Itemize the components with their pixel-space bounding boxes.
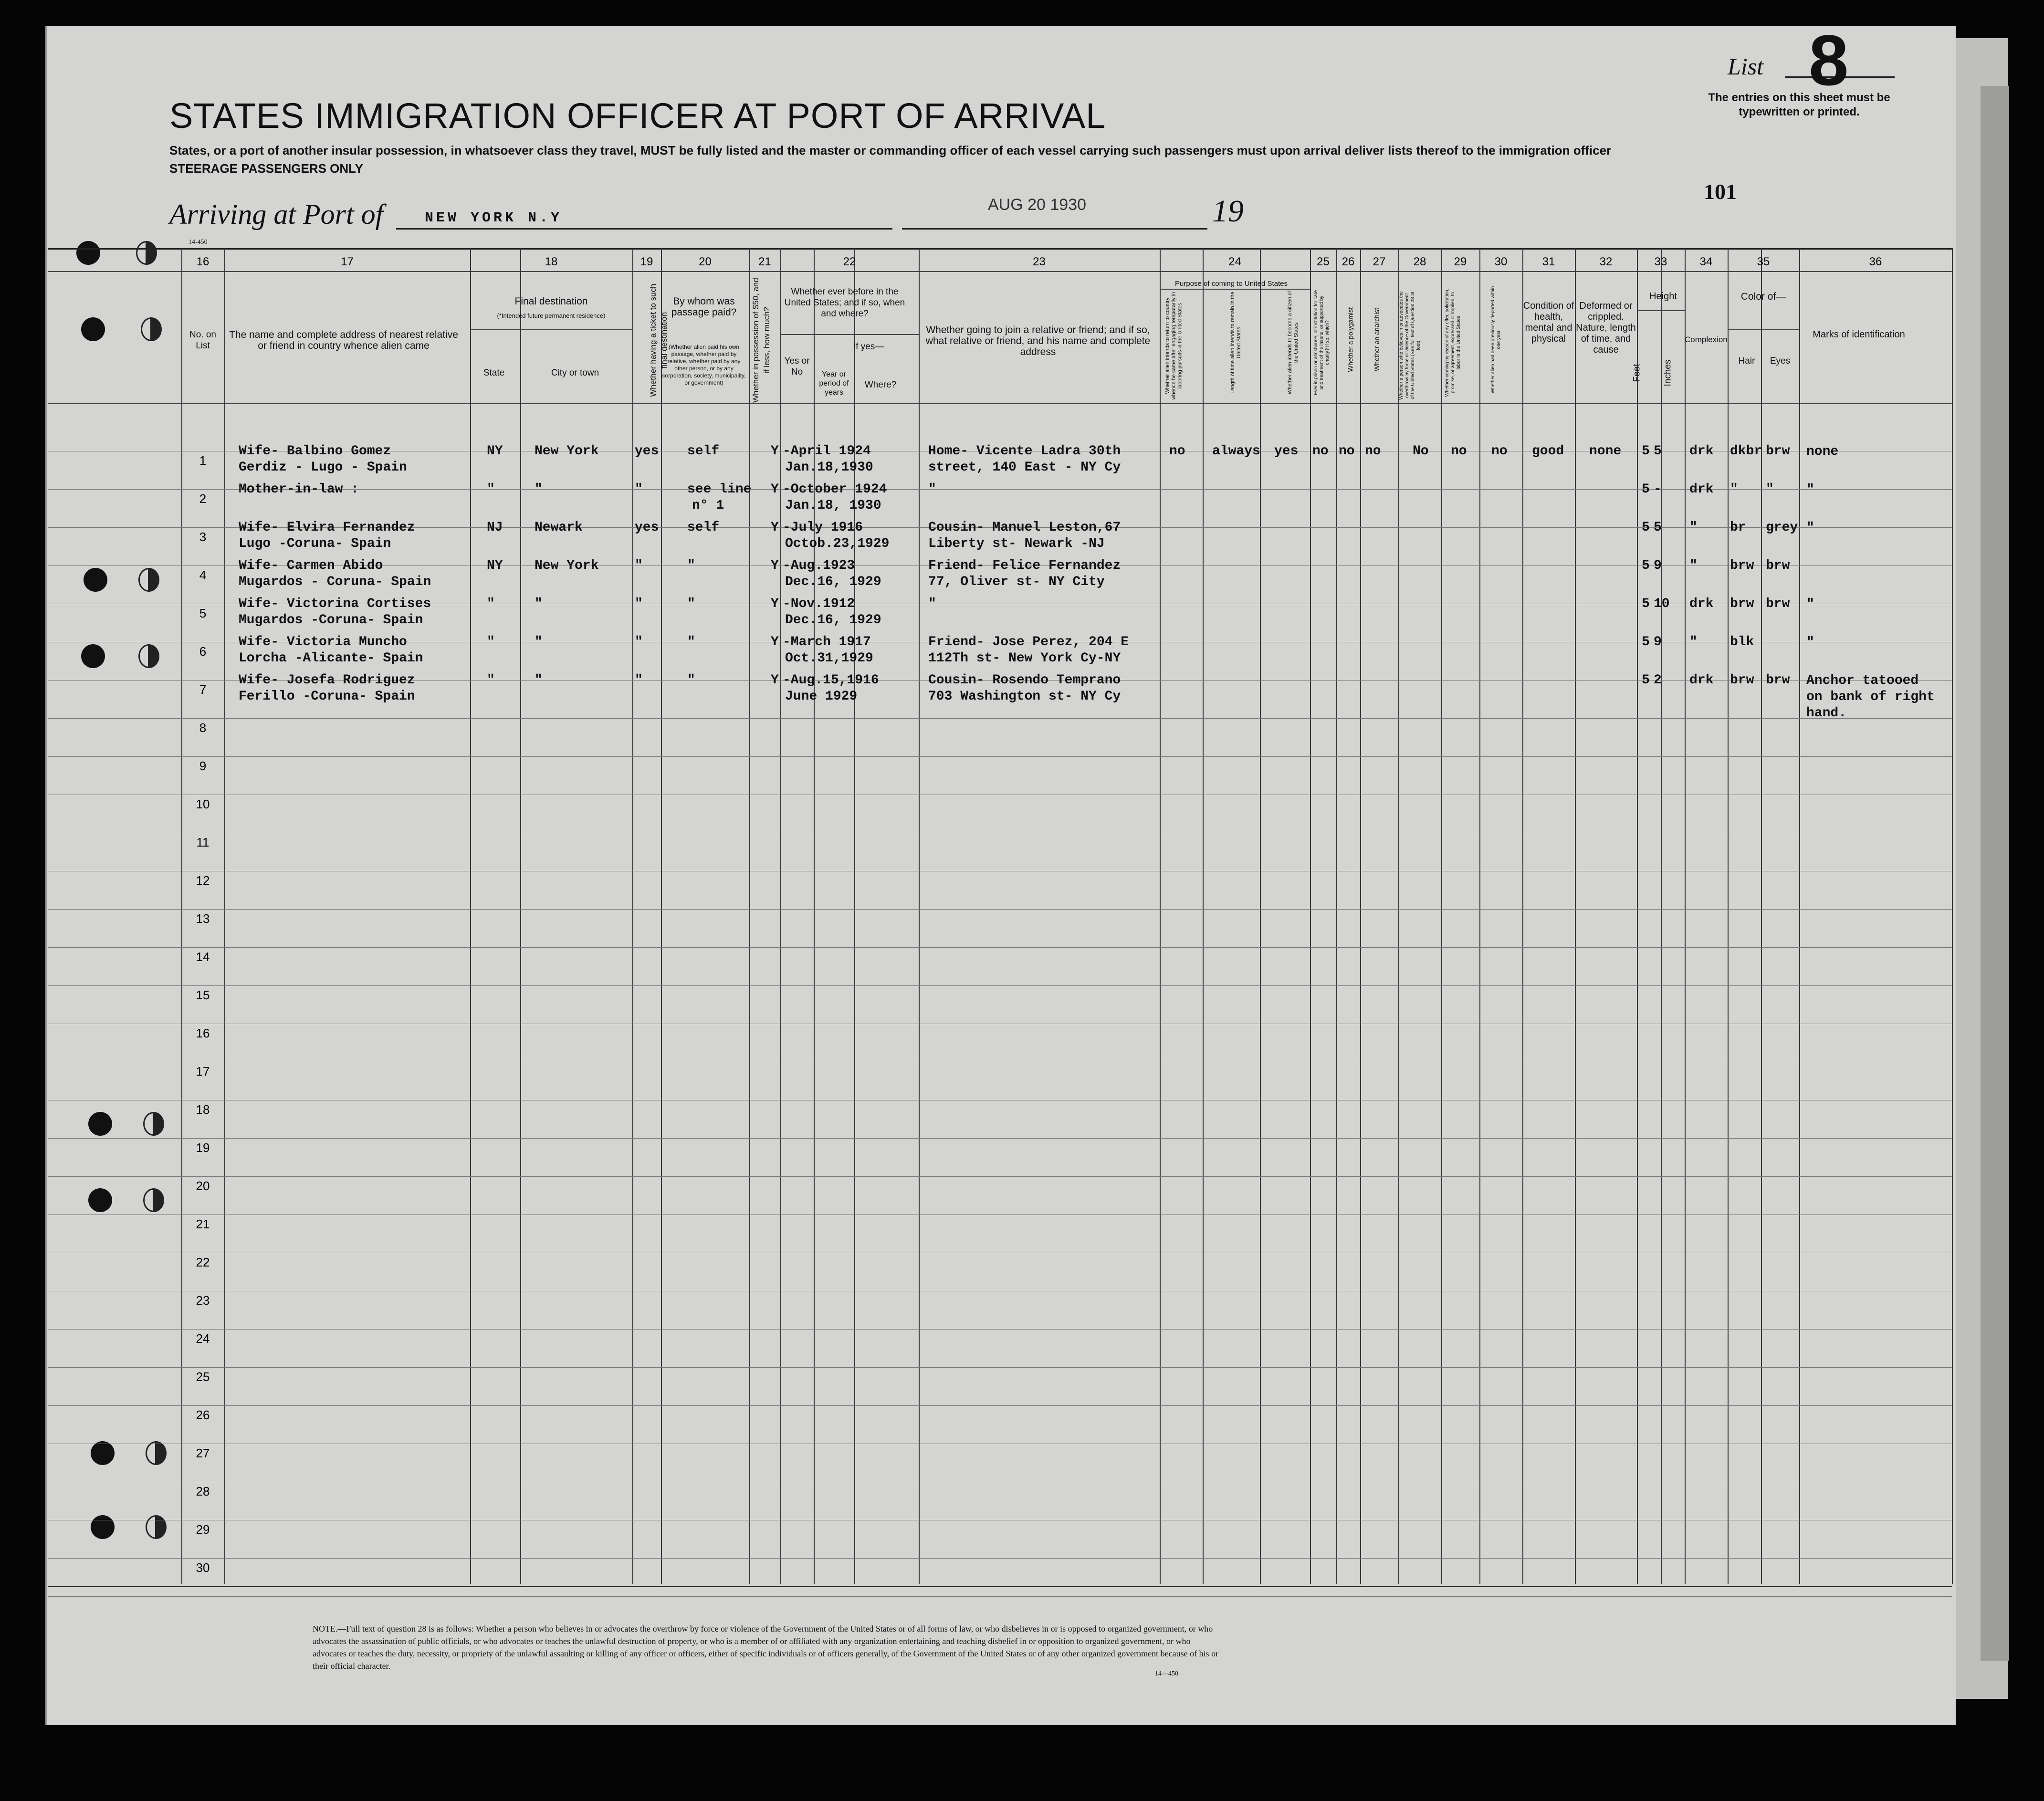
entries-note: The entries on this sheet must be typewritten or printed. — [1708, 91, 1890, 118]
row-rule — [48, 947, 1952, 948]
column-rule — [1575, 248, 1576, 1584]
column-number: 28 — [1413, 255, 1426, 268]
length-of-stay: always — [1212, 444, 1260, 459]
identification-marks: none — [1806, 444, 1839, 459]
relative-address: Ferillo -Coruna- Spain — [239, 689, 415, 704]
row-rule — [48, 909, 1952, 910]
destination-state: NY — [487, 444, 503, 459]
column-rule — [919, 248, 920, 1584]
height-feet: 5 — [1642, 520, 1650, 535]
header-c18: Final destination — [514, 296, 588, 307]
deformed: none — [1589, 444, 1622, 459]
joining-address: 112Th st- New York Cy-NY — [928, 651, 1121, 666]
years-before: -October 1924 — [783, 482, 887, 497]
identification-marks: " — [1806, 635, 1814, 650]
row-rule — [48, 1176, 1952, 1177]
relative-address: Lugo -Coruna- Spain — [239, 536, 391, 551]
column-number: 19 — [640, 255, 653, 268]
date-line — [902, 228, 1207, 230]
hair-color: brw — [1730, 558, 1754, 573]
column-rule — [661, 248, 662, 1584]
row-rule — [48, 756, 1952, 757]
joining-name: Friend- Felice Fernandez — [928, 558, 1121, 573]
height-feet: 5 — [1642, 635, 1650, 649]
relative-name: Wife- Balbino Gomez — [239, 444, 391, 459]
ever-before: Y — [771, 482, 779, 497]
column-number-rule — [48, 271, 1952, 272]
ticket: " — [635, 482, 643, 497]
height-inches: 9 — [1654, 635, 1662, 649]
column-rule — [470, 248, 471, 1584]
header-c20-note: (Whether alien paid his own passage, whether paid by relative, whether paid by any other person, or by any corporation, society, municipality, or government) — [662, 344, 746, 386]
destination-city: " — [535, 597, 543, 611]
height-feet: 5 — [1642, 558, 1650, 573]
column-number: 24 — [1228, 255, 1241, 268]
destination-city: " — [535, 673, 543, 688]
question-28: No — [1413, 444, 1429, 459]
row-rule — [48, 1596, 1952, 1597]
ticket: " — [635, 635, 643, 649]
joining-name: " — [928, 597, 936, 611]
destination-city: " — [535, 482, 543, 497]
sheet-edge-shadow — [1981, 86, 2009, 1661]
eye-color: brw — [1766, 444, 1790, 459]
steerage-label: STEERAGE PASSENGERS ONLY — [169, 161, 363, 176]
hair-color: brw — [1730, 673, 1754, 688]
header-bottom-rule — [48, 403, 1952, 404]
row-number: 5 — [199, 606, 207, 620]
destination-city: " — [535, 635, 543, 649]
ticket: " — [635, 558, 643, 573]
column-number: 21 — [758, 255, 771, 268]
joining-name: Friend- Jose Perez, 204 E — [928, 635, 1129, 649]
header-c26: Whether a polygamist — [1346, 307, 1354, 372]
column-number: 18 — [545, 255, 558, 268]
header-c30: Whether alien had been previously deported within one year — [1490, 286, 1501, 394]
height-feet: 5 — [1642, 482, 1650, 497]
relative-address: Mugardos -Coruna- Spain — [239, 613, 423, 628]
prison: no — [1312, 444, 1329, 459]
destination-state: " — [487, 635, 495, 649]
form-code: 14-450 — [189, 239, 208, 246]
ever-before: Y — [771, 635, 779, 649]
years-before: Oct.31,1929 — [785, 651, 873, 666]
row-number: 2 — [199, 492, 207, 506]
years-before: Jan.18,1930 — [785, 460, 873, 475]
column-rule — [1479, 248, 1480, 1584]
destination-state: NY — [487, 558, 503, 573]
hair-color: br — [1730, 520, 1746, 535]
destination-city: New York — [535, 558, 599, 573]
column-number: 25 — [1317, 255, 1330, 268]
footer-form-code: 14—450 — [1155, 1670, 1178, 1677]
row-number: 17 — [196, 1064, 210, 1079]
destination-state: " — [487, 597, 495, 611]
header-c18-note: (*Intended future permanent residence) — [497, 312, 606, 319]
joining-name: Home- Vicente Ladra 30th — [928, 444, 1121, 459]
complexion: drk — [1689, 673, 1714, 688]
row-number: 29 — [196, 1522, 210, 1537]
return-intent: no — [1169, 444, 1185, 459]
column-rule — [1360, 248, 1361, 1584]
page-subtitle: States, or a port of another insular possession, in whatsoever class they travel, MUST be fully listed and the master or commanding officer of each vessel carrying such passengers must upon arrival deliver lists thereof to the immigration officer — [169, 143, 1612, 157]
citizen-intent: yes — [1274, 444, 1299, 459]
relative-name: Wife- Carmen Abido — [239, 558, 383, 573]
relative-name: Wife- Josefa Rodriguez — [239, 673, 415, 688]
column-number: 32 — [1599, 255, 1613, 268]
health: good — [1532, 444, 1564, 459]
relative-address: Lorcha -Alicante- Spain — [239, 651, 423, 666]
column-number: 35 — [1757, 255, 1770, 268]
eye-color: grey — [1766, 520, 1798, 535]
passage-paid-by: self — [687, 444, 720, 459]
row-number: 27 — [196, 1446, 210, 1460]
row-number: 20 — [196, 1179, 210, 1193]
column-rule — [1310, 248, 1311, 1584]
passage-paid-by: " — [687, 558, 695, 573]
header-c32: Deformed or crippled. Nature, length of time, and cause — [1576, 301, 1636, 355]
row-number: 18 — [196, 1102, 210, 1117]
row-number: 19 — [196, 1141, 210, 1155]
row-number: 1 — [199, 453, 207, 468]
height-inches: 2 — [1654, 673, 1662, 688]
header-c16: No. on List — [189, 330, 216, 351]
page-title: STATES IMMIGRATION OFFICER AT PORT OF ARRIVAL — [169, 96, 1106, 136]
column-rule — [1203, 248, 1204, 1584]
subheader-rule — [1728, 329, 1799, 330]
header-c19: Whether having a ticket to such final destination — [649, 283, 669, 397]
passage-paid-by: see line — [687, 482, 752, 497]
destination-state: " — [487, 482, 495, 497]
column-number: 29 — [1454, 255, 1467, 268]
passage-paid-by: self — [687, 520, 720, 535]
ticket: yes — [635, 444, 659, 459]
header-c18-city: City or town — [551, 368, 599, 378]
column-rule — [1685, 248, 1686, 1584]
height-inches: 5 — [1654, 444, 1662, 459]
ever-before: Y — [771, 597, 779, 611]
row-rule — [48, 718, 1952, 719]
port-line — [396, 228, 892, 230]
header-c33-feet: Feet — [1632, 364, 1642, 382]
column-number: 31 — [1542, 255, 1555, 268]
header-c22: Whether ever before in the United States; and if so, when and where? — [784, 287, 905, 319]
complexion: drk — [1689, 482, 1714, 497]
identification-marks: " — [1806, 482, 1814, 497]
row-number: 14 — [196, 950, 210, 964]
column-number: 17 — [341, 255, 354, 268]
column-number: 27 — [1373, 255, 1386, 268]
column-number: 20 — [699, 255, 712, 268]
column-rule — [1799, 248, 1800, 1584]
column-number: 26 — [1342, 255, 1355, 268]
row-rule — [48, 1405, 1952, 1406]
row-number: 26 — [196, 1408, 210, 1422]
header-c35-eyes: Eyes — [1770, 356, 1791, 366]
relative-name: Mother-in-law : — [239, 482, 359, 497]
eye-color: brw — [1766, 673, 1790, 688]
passage-paid-by: n° 1 — [692, 498, 724, 513]
row-number: 15 — [196, 988, 210, 1002]
destination-city: New York — [535, 444, 599, 459]
row-number: 16 — [196, 1026, 210, 1040]
years-before: -July 1916 — [783, 520, 863, 535]
column-rule — [1336, 248, 1337, 1584]
row-rule — [48, 1558, 1952, 1559]
identification-marks: Anchor tatooed on bank of right hand. — [1806, 673, 1935, 721]
page-number: 101 — [1704, 179, 1737, 204]
hair-color: blk — [1730, 635, 1754, 649]
eye-color: brw — [1766, 597, 1790, 611]
header-c34: Complexion — [1685, 335, 1728, 344]
column-rule — [520, 248, 521, 1584]
joining-name: " — [928, 482, 936, 497]
years-before: Dec.16, 1929 — [785, 575, 881, 589]
joining-name: Cousin- Rosendo Temprano — [928, 673, 1121, 688]
column-rule — [1728, 248, 1729, 1584]
column-rule — [1441, 248, 1442, 1584]
joining-address: 77, Oliver st- NY City — [928, 575, 1105, 589]
column-number: 33 — [1654, 255, 1667, 268]
row-number: 21 — [196, 1217, 210, 1231]
row-number: 3 — [199, 530, 207, 544]
column-rule — [1160, 248, 1161, 1584]
years-before: -Nov.1912 — [783, 597, 855, 611]
row-rule — [48, 1138, 1952, 1139]
eye-color: " — [1766, 482, 1774, 497]
years-before: Octob.23,1929 — [785, 536, 890, 551]
anarchist: no — [1365, 444, 1381, 459]
header-c22-where: Where? — [864, 380, 897, 390]
identification-marks: " — [1806, 597, 1814, 612]
height-inches: 5 — [1654, 520, 1662, 535]
row-number: 8 — [199, 721, 207, 735]
ticket: " — [635, 673, 643, 688]
deported: no — [1491, 444, 1508, 459]
joining-address: street, 140 East - NY Cy — [928, 460, 1121, 475]
height-feet: 5 — [1642, 673, 1650, 688]
years-before: -Aug.1923 — [783, 558, 855, 573]
subheader-rule — [470, 329, 632, 330]
destination-state: NJ — [487, 520, 503, 535]
polygamist: no — [1339, 444, 1355, 459]
row-number: 22 — [196, 1255, 210, 1269]
passage-paid-by: " — [687, 673, 695, 688]
header-c23: Whether going to join a relative or friend; and if so, what relative or friend, and his name and complete address — [925, 325, 1151, 357]
header-c22-yesno: Yes or No — [784, 356, 810, 377]
height-inches: 9 — [1654, 558, 1662, 573]
height-inches: - — [1654, 482, 1662, 497]
complexion: " — [1689, 520, 1698, 535]
list-number: 8 — [1809, 20, 1849, 100]
passage-paid-by: " — [687, 635, 695, 649]
arriving-label: Arriving at Port of — [169, 199, 384, 230]
row-rule — [48, 1329, 1952, 1330]
relative-name: Wife- Victorina Cortises — [239, 597, 431, 611]
header-c28: Whether a person who believes in or advocates the overthrow by force or violence of the Government of the United States (See full text of Question 28 at foot) — [1399, 291, 1421, 400]
row-number: 4 — [199, 568, 207, 582]
row-number: 10 — [196, 797, 210, 811]
header-c29: Whether coming by reason of any offer, solicitation, promise, or agreement, expressed or implied, to labor in the United States — [1445, 288, 1461, 397]
destination-city: Newark — [535, 520, 583, 535]
row-number: 12 — [196, 873, 210, 888]
years-before: Dec.16, 1929 — [785, 613, 881, 628]
row-number: 6 — [199, 644, 207, 659]
column-rule — [1522, 248, 1523, 1584]
labor-offer: no — [1451, 444, 1467, 459]
column-rule — [181, 248, 182, 1584]
height-feet: 5 — [1642, 444, 1650, 459]
ever-before: Y — [771, 558, 779, 573]
header-c33-inches: Inches — [1663, 359, 1673, 387]
identification-marks: " — [1806, 521, 1814, 535]
column-rule — [1637, 248, 1638, 1584]
header-c17: The name and complete address of nearest relative or friend in country whence alien came — [229, 329, 458, 351]
column-number: 22 — [843, 255, 856, 268]
header-c24a: Whether alien intends to return to country whence he came after engaging temporarily in laboring pursuits in the United States — [1164, 292, 1183, 400]
header-c35-hair: Hair — [1738, 356, 1755, 366]
ever-before: Y — [771, 673, 779, 688]
row-number: 28 — [196, 1484, 210, 1498]
relative-name: Wife- Elvira Fernandez — [239, 520, 415, 535]
column-rule — [224, 248, 225, 1584]
complexion: " — [1689, 635, 1698, 649]
row-number: 9 — [199, 759, 207, 773]
ticket: yes — [635, 520, 659, 535]
row-number: 30 — [196, 1560, 210, 1575]
row-number: 13 — [196, 911, 210, 926]
row-number: 25 — [196, 1370, 210, 1384]
footer-note: NOTE.—Full text of question 28 is as follows: Whether a person who believes in or advocates the overthrow by force or violence of the Government of the United States or of all forms of law, or who disbelieves in or is opposed to organized government, or who advocates the assassination of public officials, or who advocates or teaches the unlawful destruction of property, or who is a member of or affiliated with any organization entertaining and teaching disbelief in or opposition to organized government, or who advocates or teaches the duty, necessity, or propriety of the unlawful assaulting or killing of any officer or officers, either of specific individuals or of officers generally, of the Government of the United States or of any other organized government because of his or their official character. — [313, 1624, 1219, 1671]
joining-address: 703 Washington st- NY Cy — [928, 689, 1121, 704]
header-c24b: Length of time alien intends to remain in the United States — [1230, 292, 1242, 394]
years-before: June 1929 — [785, 689, 858, 704]
complexion: " — [1689, 558, 1698, 573]
header-c31: Condition of health, mental and physical — [1523, 301, 1574, 344]
row-number: 24 — [196, 1331, 210, 1346]
column-number: 23 — [1033, 255, 1046, 268]
header-c24: Purpose of coming to United States — [1175, 280, 1288, 288]
header-c35: Color of— — [1740, 291, 1786, 302]
complexion: drk — [1689, 597, 1714, 611]
column-number: 30 — [1494, 255, 1508, 268]
height-feet: 5 — [1642, 597, 1650, 611]
complexion: drk — [1689, 444, 1714, 459]
port-value: NEW YORK N.Y — [425, 210, 563, 226]
header-c36: Marks of identification — [1813, 329, 1905, 340]
header-c18-state: State — [483, 368, 505, 378]
eye-color: brw — [1766, 558, 1790, 573]
hair-color: dkbr — [1730, 444, 1762, 459]
years-before: -April 1924 — [783, 444, 871, 459]
column-rule — [1952, 248, 1953, 1584]
years-before: -March 1917 — [783, 635, 871, 649]
years-before: -Aug.15,1916 — [783, 673, 879, 688]
row-rule — [48, 1367, 1952, 1368]
year-label: 19 — [1212, 194, 1244, 229]
date-stamp: AUG 20 1930 — [988, 196, 1087, 214]
joining-name: Cousin- Manuel Leston,67 — [928, 520, 1121, 535]
header-c24c: Whether alien intends to become a citizen of the United States — [1287, 291, 1299, 395]
hair-color: " — [1730, 482, 1738, 497]
column-rule — [632, 248, 633, 1584]
header-c27: Whether an anarchist — [1373, 307, 1381, 372]
column-rule — [749, 248, 750, 1584]
row-number: 23 — [196, 1293, 210, 1308]
column-rule — [780, 248, 781, 1584]
hair-color: brw — [1730, 597, 1754, 611]
ever-before: Y — [771, 520, 779, 535]
row-rule — [48, 985, 1952, 986]
column-number: 36 — [1869, 255, 1882, 268]
subheader-rule — [1637, 310, 1685, 311]
relative-address: Mugardos - Coruna- Spain — [239, 575, 431, 589]
subheader-rule — [780, 334, 919, 335]
header-c22-years: Year or period of years — [819, 370, 849, 397]
row-number: 7 — [199, 682, 207, 697]
column-rule — [1398, 248, 1399, 1584]
header-c33: Height — [1649, 291, 1677, 302]
years-before: Jan.18, 1930 — [785, 498, 881, 513]
column-number: 34 — [1699, 255, 1713, 268]
header-c21: Whether in possession of $50, and if less, how much? — [751, 278, 771, 403]
joining-address: Liberty st- Newark -NJ — [928, 536, 1105, 551]
passage-paid-by: " — [687, 597, 695, 611]
row-number: 11 — [196, 835, 210, 849]
relative-address: Gerdiz - Lugo - Spain — [239, 460, 407, 475]
header-c25: Ever in prison or almshouse, or institution for care and treatment of the insane, or supported by charity? If so, which? — [1313, 290, 1330, 396]
header-c22-ifyes: If yes— — [853, 342, 884, 352]
ever-before: Y — [771, 444, 779, 459]
header-c20: By whom was passage paid? — [671, 296, 737, 318]
destination-state: " — [487, 673, 495, 688]
ticket: " — [635, 597, 643, 611]
list-label: List — [1728, 53, 1764, 80]
height-inches: 10 — [1654, 597, 1670, 611]
relative-name: Wife- Victoria Muncho — [239, 635, 407, 649]
column-number: 16 — [196, 255, 210, 268]
